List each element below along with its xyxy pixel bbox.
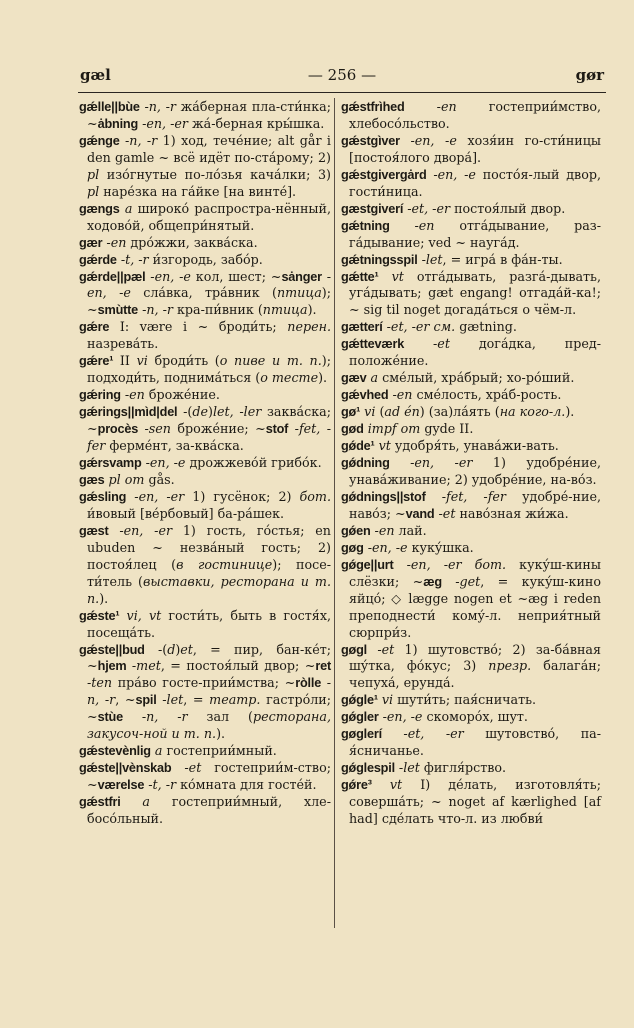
dictionary-entry [341,692,601,709]
entry-grammar-note: -en, -er [389,455,473,471]
entry-text: удобря́ть, унава́жи-вать. [390,438,559,454]
entry-grammar-note: de [192,404,208,420]
entry-text: броди́ть ( [147,353,220,369]
entry-text: жа́берная пла-сти́нка; ~ [87,99,331,131]
entry-text: жа́-берная кры́шка. [187,115,325,131]
entry-text: ). [318,370,328,386]
dictionary-entry [79,269,331,320]
entry-grammar-note: vi [377,692,394,708]
entry-grammar-note: -let [394,760,420,776]
entry-grammar-note: птица [262,302,308,318]
entry-text: изо́гнутые по-ло́зья кача́лки; 3) [99,166,331,182]
entry-grammar-note: -en, -e [141,455,186,471]
left-column [79,99,331,828]
dictionary-entry [341,540,601,557]
entry-headword: gǽrde||pæl [79,269,146,284]
dictionary-entry [341,557,601,642]
dictionary-entry [341,709,601,726]
entry-text: 1) гость, го́стья; en ubuden ~ незва́ный гость; 2) постоя́лец ( [87,522,331,572]
entry-grammar-note: vi [360,404,376,420]
dictionary-entry [79,235,331,252]
entry-grammar-note: -let [156,692,184,708]
entry-text: , = постоя́лый двор; ~ [160,658,316,674]
entry-grammar-note: -fet, -fer [87,421,331,454]
entry-grammar-note: impf om [363,421,421,437]
dictionary-entry [79,642,331,744]
dictionary-entry [341,269,601,320]
entry-headword: gæv [341,371,367,386]
entry-headword: gæstgiverí [341,201,404,216]
entry-grammar-note: -en, -er [108,522,173,538]
entry-headword: gǽlle||bùe [79,100,140,114]
entry-text: посто́я-лый двор, гости́ница. [349,166,601,199]
entry-headword: gǿdnings||stof [341,489,426,504]
entry-headword: gǽstgìver [341,133,400,148]
entry-headword: gǽstgivergȧrd [341,167,427,182]
entry-text: ( [375,404,385,420]
entry-grammar-note: -et, -er [381,726,464,742]
dictionary-entry [79,252,331,269]
entry-text: сла́вка, тра́вник ( [130,285,277,301]
entry-text: лай. [394,522,427,538]
entry-text: ферме́нт, за-ква́ска. [105,438,244,454]
entry-headword: gæst [79,523,109,538]
entry-grammar-note: et [180,641,193,657]
entry-text: гостеприи́мный, хле-босо́льный. [87,794,331,827]
entry-text: 1) гусёнок; 2) [184,488,300,504]
dictionary-entry [79,523,331,608]
entry-headword: hjem [97,659,127,674]
entry-text: ). [307,302,317,318]
entry-text: ). [216,726,226,742]
dictionary-entry [79,455,331,472]
entry-headword: gǽtte¹ [341,269,379,284]
entry-headword: gǽstfri [79,795,121,810]
entry-headword: smùtte [97,303,139,318]
entry-text: фигля́рство. [419,760,507,776]
dictionary-entry [341,133,601,167]
entry-grammar-note: на кого-л. [499,404,566,420]
entry-headword: procès [97,422,139,437]
entry-headword: gǿgler [341,710,379,725]
entry-text: ); ~ [87,285,332,318]
dictionary-entry [341,642,601,693]
entry-grammar-note: -et [434,505,456,521]
entry-headword: gǽre¹ [79,354,114,369]
entry-grammar-note: vt [371,777,403,793]
entry-text: сме́лость, хра́б-рость. [412,387,562,403]
entry-grammar-note: -en, -e [145,268,191,284]
entry-text: gyde II. [420,421,474,437]
header-left-guide-word: gæl [80,66,111,84]
entry-headword: gǽring [79,388,121,403]
entry-headword: ȧbning [97,116,139,131]
dictionary-entry [341,421,601,438]
dictionary-entry [79,353,331,387]
entry-grammar-note: -en, -e [399,132,457,148]
entry-grammar-note: pl [87,183,100,199]
dictionary-entry [79,760,331,794]
entry-grammar-note: ресторана, закусоч-ной и т. п. [87,709,331,742]
entry-headword: gǽste¹ [79,608,120,623]
dictionary-entry [79,319,331,353]
entry-text: отга́дывание, раз-га́дывание; ved ~ науга́д. [349,217,602,250]
entry-text: I: være i ~ броди́ть; [109,319,288,335]
entry-headword: gæs [79,472,105,487]
entry-text: назрева́ть. [87,336,159,352]
entry-text: отга́дывать, разга́-дывать, уга́дывать; gæt engang! отгада́й-ка!; ~ sig til noget догада́ться о чём-л. [349,268,601,318]
entry-grammar-note: -n, -r [122,709,188,725]
entry-grammar-note: презр. [488,658,532,674]
entry-text: ко́мната для госте́й. [176,777,317,793]
entry-grammar-note: выставки, ресторана и т. п. [87,573,331,606]
entry-headword: gǽrsvamp [79,456,142,471]
dictionary-entry [79,201,331,235]
entry-text: ) (за)ла́ять ( [419,404,500,420]
dictionary-entry [341,438,601,455]
entry-text: ). [565,404,575,420]
dictionary-entry [79,404,331,455]
entry-text: балага́н; чепуха́, ерунда́. [349,658,601,691]
entry-headword: gætterí [341,320,383,335]
dictionary-entry [79,472,331,489]
entry-headword: gǽstevènlig [79,744,151,759]
entry-text: хозя́ин го-сти́ницы [постоя́лого двора́]. [349,132,601,165]
entry-text: куку́ш-кины слёзки; ~ [349,556,601,589]
entry-text: броже́ние. [144,387,220,403]
dictionary-entry [341,252,601,269]
entry-grammar-note: -fet, -fer [425,488,506,504]
entry-headword: vand [405,506,435,521]
dictionary-entry [341,523,601,540]
dictionary-entry [341,319,601,336]
entry-text: gås. [144,471,175,487]
entry-headword: værelse [97,778,145,793]
entry-grammar-note: a [150,743,163,759]
entry-text: гости́ть, быть в гостя́х, посеща́ть. [87,607,332,640]
entry-grammar-note: перен. [287,319,331,335]
entry-headword: gǿde¹ [341,439,375,454]
entry-headword: gǿglespil [341,761,395,776]
entry-headword: gǽre [79,320,110,335]
entry-text: заква́ска; ~ [87,404,331,437]
entry-grammar-note: -en, -e [363,539,408,555]
entry-text: , = игра́ в фа́н-ты. [442,251,563,267]
entry-headword: stùe [97,710,123,725]
entry-headword: gøgl [341,642,367,657]
entry-text: дрожжево́й грибо́к. [185,455,322,471]
column-divider [334,98,335,928]
dictionary-entry [341,201,601,218]
entry-text: кра-пи́вник ( [172,302,263,318]
running-head [80,66,604,90]
entry-grammar-note: -en, -er [138,115,188,131]
entry-text: кол, шест; ~ [190,268,282,284]
entry-grammar-note: -en, -er [126,488,185,504]
entry-grammar-note: -en [389,217,435,233]
entry-text: 1) ход, тече́ние; alt går i den gamle ~ всё идёт по-ста́рому; 2) [87,132,331,165]
dictionary-entry [341,167,601,201]
entry-grammar-note: vi, vt [119,607,162,623]
dictionary-entry [79,387,331,404]
entry-headword: gǽrings||mìd|del [79,405,178,420]
entry-text: гостеприи́м-ство; ~ [87,760,331,793]
entry-text: пра́во госте-прии́мства; ~ [112,675,296,691]
dictionary-entry [79,489,331,523]
header-right-guide-word: gør [575,66,604,84]
entry-text: -( [177,404,193,420]
entry-headword: gǿdning [341,456,390,471]
dictionary-entry [341,726,601,760]
entry-grammar-note: a [120,794,150,810]
dictionary-entry [341,370,601,387]
entry-headword: gøg [341,540,364,555]
dictionary-entry [341,218,601,252]
entry-grammar-note: -n, -r [87,675,331,708]
entry-grammar-note: a [366,370,379,386]
entry-grammar-note: бот. [299,488,331,504]
entry-grammar-note: -let [417,251,443,267]
entry-text: , = куку́ш-кино яйцо́; ◇ lægge nogen et ~æg i reden преподнести́ кому́-л. неприя́тный сюрпри́з. [349,573,601,640]
entry-headword: gǽrde [79,252,117,267]
entry-text: шути́ть; пая́сничать. [393,692,537,708]
entry-headword: gød [341,422,364,437]
entry-grammar-note: -t, -r [116,251,149,267]
dictionary-entry [341,760,601,777]
dictionary-entry [79,133,331,201]
entry-text: сме́лый, хра́брый; хо-ро́ший. [378,370,575,386]
entry-grammar-note: -sen [138,421,171,437]
entry-text: дро́жжи, заква́ска. [126,234,258,250]
entry-text: , ~ [115,692,136,708]
entry-headword: gǽsling [79,489,127,504]
entry-grammar-note: -t, -r [144,777,177,793]
entry-grammar-note: -et [404,336,450,352]
entry-grammar-note: -en [102,234,127,250]
entry-grammar-note: о пиве и т. п. [219,353,322,369]
entry-grammar-note: vt [378,268,404,284]
entry-grammar-note: -en [120,387,145,403]
entry-grammar-note: -n, -r [138,302,173,318]
entry-text: , = [183,692,210,708]
entry-headword: gǽstfrìhed [341,100,405,114]
entry-text: 1) шутовство́; 2) за-ба́вная шу́тка, фо́кус; 3) [349,641,601,674]
entry-headword: gǿgle¹ [341,693,378,708]
entry-text: зал ( [187,709,253,725]
header-rule [78,92,606,93]
dictionary-entry [341,455,601,489]
entry-text: наре́зка на га́йке [на винте́]. [99,183,297,199]
entry-grammar-note: -et [171,760,202,776]
entry-grammar-note: -n, -r [139,99,176,114]
entry-text: 1) удобре́ние, унава́живание; 2) удобре́ние, на-во́з. [349,455,601,487]
entry-grammar-note: -en [370,522,395,538]
entry-headword: æg [423,574,442,589]
entry-grammar-note: a [119,200,133,216]
entry-grammar-note: -n, -r [119,132,158,148]
entry-headword: gǿre³ [341,778,372,793]
right-column [341,99,601,828]
entry-text: гостеприи́мный. [162,743,277,759]
entry-headword: ret [315,659,331,674]
entry-headword: gø¹ [341,405,361,420]
entry-grammar-note: -et, -er [403,200,451,216]
entry-grammar-note: -en, -e [378,709,423,725]
entry-text: , = пир, бан-ке́т; ~ [87,641,331,674]
entry-headword: gǿge||urt [341,557,394,572]
dictionary-entry [79,608,331,642]
entry-text: наво́зная жи́жа. [455,505,569,521]
dictionary-entry [341,336,601,370]
entry-grammar-note: let, -ler [212,404,262,420]
entry-headword: stof [265,422,289,437]
page-number: — 256 — [307,66,377,84]
entry-text: броже́ние; ~ [170,421,266,437]
entry-text: удобре́-ние, наво́з; ~ [349,488,601,521]
entry-headword: gǽste||bud [79,642,145,657]
entry-headword: gǽtningsspil [341,252,418,267]
entry-headword: gǽnge [79,133,120,148]
entry-grammar-note: птица [276,285,322,301]
entry-headword: gøglerí [341,727,382,742]
entry-grammar-note: vt [374,438,391,454]
entry-text: куку́шка. [407,539,474,555]
entry-grammar-note: в гостинице [176,556,273,572]
entry-text: ); подходи́ть, поднима́ться ( [87,353,331,386]
entry-text: и́вовый [ве́рбовый] ба-ра́шек. [87,505,285,521]
entry-text: ) [175,641,181,657]
entry-grammar-note: pl [87,166,100,182]
entry-grammar-note: -en, -e [426,166,476,182]
dictionary-entry [341,387,601,404]
entry-headword: sȧnger [281,269,322,284]
dictionary-entry [341,777,601,828]
entry-text: ). [99,590,109,606]
entry-headword: gær [79,235,103,250]
entry-headword: gǽvhed [341,388,389,403]
entry-grammar-note: -ten [87,675,113,691]
entry-text: шутовство́, па-я́сничанье. [349,726,602,759]
entry-grammar-note: театр. [209,692,261,708]
entry-grammar-note: -et, -er см. [382,319,456,335]
entry-grammar-note: ad én [384,404,420,420]
entry-grammar-note: vi [136,353,148,369]
entry-text: I) де́лать, изготовля́ть; соверша́ть; ~ noget af kærlighed [af had] сде́лать что-л. из любви́ [349,777,601,827]
dictionary-entry [341,404,601,421]
entry-grammar-note: -en, -er бот. [393,556,507,572]
entry-grammar-note: pl om [104,471,145,487]
entry-text: II [113,353,137,369]
entry-headword: gǽtning [341,218,390,233]
entry-grammar-note: -en, -e [87,268,331,301]
entry-grammar-note: -get [441,573,481,589]
entry-text: и́згородь, забо́р. [148,251,263,267]
entry-headword: ròlle [295,676,322,691]
entry-headword: gǽtteværk [341,337,405,352]
entry-text: ); посе-ти́тель ( [87,556,331,589]
entry-text: гостеприи́мство, хлебосо́льство. [349,99,601,131]
entry-grammar-note: -en [388,387,413,403]
dictionary-entry [79,743,331,760]
entry-headword: gængs [79,201,120,216]
entry-grammar-note: -en [404,99,457,114]
dictionary-entry [79,794,331,828]
entry-headword: gǿen [341,523,371,538]
entry-text: -( [144,641,168,657]
entry-headword: spil [135,693,157,708]
entry-text: дога́дка, пред-положе́ние. [349,336,601,369]
entry-grammar-note: d [167,641,176,657]
entry-grammar-note: о тесте [260,370,319,386]
entry-text: gætning. [455,319,517,335]
entry-text: скомоpóх, шут. [422,709,528,725]
entry-headword: gǽste||vènskab [79,761,172,776]
entry-text: широко́ распростра-нённый, ходово́й, общепри́нятый. [87,200,331,233]
dictionary-entry [341,99,601,133]
entry-grammar-note: -met [126,658,161,674]
entry-grammar-note: -et [366,641,395,657]
entry-text: ) [207,404,213,420]
entry-text: гастро́ли; ~ [87,692,332,725]
entry-text: постоя́лый двор. [450,200,566,216]
dictionary-entry [79,99,331,133]
dictionary-entry [341,489,601,523]
